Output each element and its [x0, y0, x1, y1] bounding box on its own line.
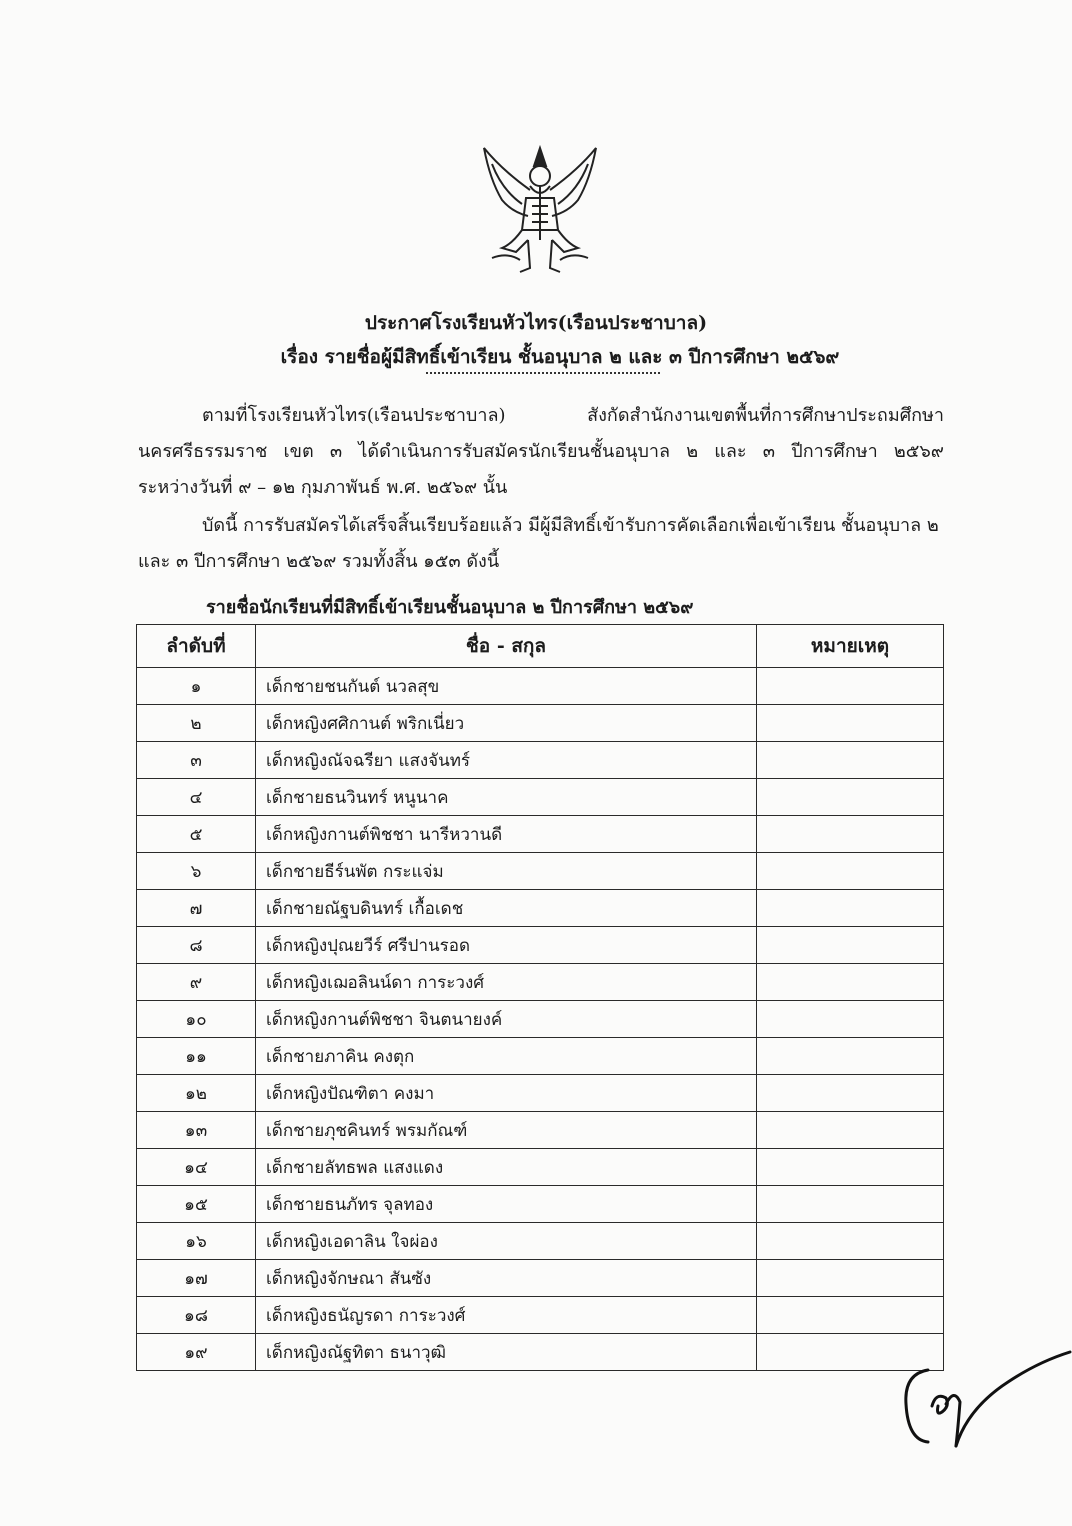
row-name: เด็กชายลัทธพล แสงแดง: [256, 1149, 757, 1186]
row-number: ๗: [137, 890, 256, 927]
row-name: เด็กหญิงณัฐทิตา ธนาวุฒิ: [256, 1334, 757, 1371]
row-number: ๑๑: [137, 1038, 256, 1075]
intro-paragraph-dates: ระหว่างวันที่ ๙ – ๑๒ กุมภาพันธ์ พ.ศ. ๒๕๖๙ นั้น: [138, 477, 508, 498]
row-number: ๙: [137, 964, 256, 1001]
row-note: [757, 964, 944, 1001]
row-number: ๑๔: [137, 1149, 256, 1186]
header-note: หมายเหตุ: [757, 625, 944, 668]
row-name: เด็กหญิงเฌอลินน์ดา การะวงศ์: [256, 964, 757, 1001]
row-number: ๑๕: [137, 1186, 256, 1223]
row-note: [757, 779, 944, 816]
announcement-subject: เรื่อง รายชื่อผู้มีสิทธิ์เข้าเรียน ชั้นอนุบาล ๒ และ ๓ ปีการศึกษา ๒๕๖๙: [280, 346, 840, 368]
garuda-emblem-icon: [472, 140, 608, 280]
result-paragraph: บัดนี้ การรับสมัครได้เสร็จสิ้นเรียบร้อยแล้ว มีผู้มีสิทธิ์เข้ารับการคัดเลือกเพื่อเข้าเรียน ชั้นอนุบาล ๒ และ ๓ ปีการศึกษา ๒๕๖๙ รวมทั้งสิ้น ๑๕๓ ดังนี้: [138, 515, 939, 572]
table-row: [137, 705, 944, 742]
table-row: [137, 890, 944, 927]
table-row: [137, 742, 944, 779]
table-caption: รายชื่อนักเรียนที่มีสิทธิ์เข้าเรียนชั้นอนุบาล ๒ ปีการศึกษา ๒๕๖๙: [206, 597, 694, 618]
row-number: ๖: [137, 853, 256, 890]
row-name: เด็กหญิงจักษณา สันซัง: [256, 1260, 757, 1297]
row-note: [757, 853, 944, 890]
table-row: [137, 1186, 944, 1223]
row-number: ๓: [137, 742, 256, 779]
table-row: [137, 816, 944, 853]
row-note: [757, 1260, 944, 1297]
row-number: ๑๓: [137, 1112, 256, 1149]
row-number: ๘: [137, 927, 256, 964]
row-note: [757, 1075, 944, 1112]
row-note: [757, 1001, 944, 1038]
table-row: [137, 1001, 944, 1038]
row-name: เด็กหญิงปัณฑิตา คงมา: [256, 1075, 757, 1112]
row-number: ๑๐: [137, 1001, 256, 1038]
row-name: เด็กหญิงกานต์พิชชา จินตนายงค์: [256, 1001, 757, 1038]
table-row: [137, 1075, 944, 1112]
row-name: เด็กหญิงกานต์พิชชา นารีหวานดี: [256, 816, 757, 853]
row-name: เด็กหญิงปุณยวีร์ ศรีปานรอด: [256, 927, 757, 964]
row-note: [757, 668, 944, 705]
table-row: [137, 927, 944, 964]
header-number: ลำดับที่: [137, 625, 256, 668]
row-note: [757, 705, 944, 742]
announcement-title: ประกาศโรงเรียนหัวไทร(เรือนประชาบาล): [364, 312, 708, 334]
table-row: [137, 1334, 944, 1371]
student-roster-table: [136, 624, 944, 1371]
table-row: [137, 668, 944, 705]
row-number: ๑๖: [137, 1223, 256, 1260]
row-name: เด็กชายณัฐบดินทร์ เกื้อเดช: [256, 890, 757, 927]
row-name: เด็กหญิงธนัญรดา การะวงศ์: [256, 1297, 757, 1334]
row-number: ๔: [137, 779, 256, 816]
row-name: เด็กหญิงณัจฉรียา แสงจันทร์: [256, 742, 757, 779]
table-row: [137, 853, 944, 890]
header-name: ชื่อ - สกุล: [256, 625, 757, 668]
dotted-divider: [426, 372, 660, 374]
table-row: [137, 1297, 944, 1334]
table-row: [137, 779, 944, 816]
row-note: [757, 742, 944, 779]
row-note: [757, 890, 944, 927]
table-row: [137, 1112, 944, 1149]
row-number: ๑๒: [137, 1075, 256, 1112]
row-note: [757, 1149, 944, 1186]
row-note: [757, 1038, 944, 1075]
row-name: เด็กชายธนภัทร จุลทอง: [256, 1186, 757, 1223]
handwritten-initials-icon: [898, 1348, 1072, 1458]
row-name: เด็กชายภาคิน คงตุก: [256, 1038, 757, 1075]
table-row: [137, 1260, 944, 1297]
row-name: เด็กชายภุชคินทร์ พรมกัณฑ์: [256, 1112, 757, 1149]
row-number: ๑๗: [137, 1260, 256, 1297]
row-number: ๒: [137, 705, 256, 742]
row-note: [757, 927, 944, 964]
intro-paragraph-main: ตามที่โรงเรียนหัวไทร(เรือนประชาบาล) สังกัดสำนักงานเขตพื้นที่การศึกษาประถมศึกษา นครศรีธรรมราช เขต ๓ ได้ดำเนินการรับสมัครนักเรียนชั้นอนุบาล ๒ และ ๓ ปีการศึกษา ๒๕๖๙: [138, 405, 944, 462]
row-note: [757, 1186, 944, 1223]
row-number: ๑๙: [137, 1334, 256, 1371]
row-number: ๑๘: [137, 1297, 256, 1334]
table-row: [137, 1038, 944, 1075]
row-note: [757, 1223, 944, 1260]
table-row: [137, 1149, 944, 1186]
table-row: [137, 964, 944, 1001]
row-note: [757, 1112, 944, 1149]
row-name: เด็กหญิงศศิกานต์ พริกเนี่ยว: [256, 705, 757, 742]
row-name: เด็กชายธีร์นพัต กระแจ่ม: [256, 853, 757, 890]
row-number: ๑: [137, 668, 256, 705]
intro-paragraph: [138, 398, 944, 506]
row-number: ๕: [137, 816, 256, 853]
row-name: เด็กหญิงเอดาลิน ใจผ่อง: [256, 1223, 757, 1260]
row-note: [757, 816, 944, 853]
table-row: [137, 1223, 944, 1260]
row-name: เด็กชายชนกันต์ นวลสุข: [256, 668, 757, 705]
row-note: [757, 1297, 944, 1334]
table-header-row: [137, 625, 944, 668]
row-name: เด็กชายธนวินทร์ หนูนาค: [256, 779, 757, 816]
